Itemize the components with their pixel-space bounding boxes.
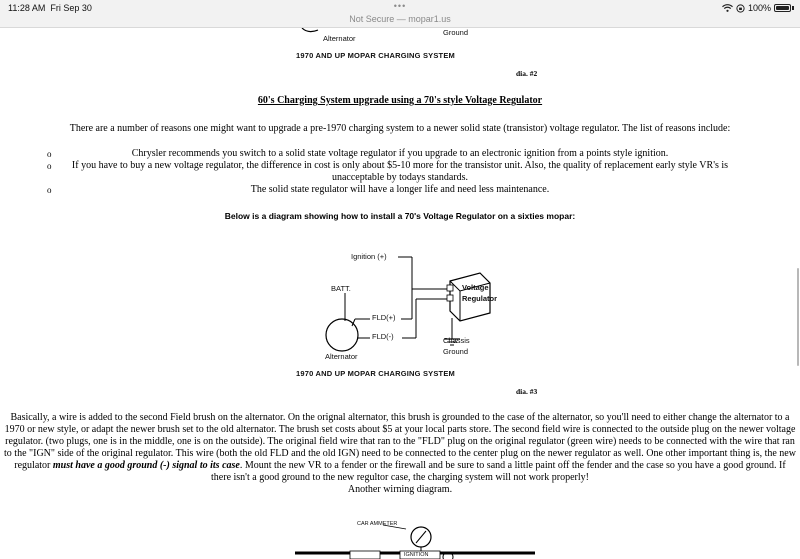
browser-top-bar — [0, 0, 800, 28]
bullet-icon: o — [47, 161, 52, 171]
explanation-text-1: Basically, a wire is added to the second Field brush on the alternator. On the orignal alternator, this brush is grounded to the case of the alternator, so you'll need to either change the alternator to a 1970 or new style, or adapt the newer brush set to the old alternator. The brush set costs about $5 at your local parts store. The second field wire is connected to the outside plug on the newer voltage regulator. (two plugs, one is in the middle, one is on the outside). The original field wire that ran to the "FLD" plug on the original regulator (green wire) needs to be connected with the wire that ran to the "IGN" side of the original regulator. This wire (both the old FLD and the old IGN) need to be connected to the center plug on the newer regulator as well. One other important thing is, the new regulator — [4, 412, 796, 471]
section-title: 60's Charging System upgrade using a 70's style Voltage Regulator — [257, 95, 543, 106]
vertical-scrollbar[interactable] — [797, 268, 799, 366]
battery-percent: 100% — [747, 3, 771, 13]
tab-menu-dots[interactable]: ••• — [393, 1, 407, 11]
web-page — [0, 28, 800, 559]
voltage-label: Voltage — [462, 283, 489, 292]
alternator-label: Alternator — [325, 352, 358, 361]
bullet-icon: o — [47, 149, 52, 159]
ground-warning: must have a good ground (-) signal to its case — [52, 460, 240, 471]
fld-minus-label: FLD(-) — [372, 332, 394, 341]
intro-paragraph: There are a number of reasons one might want to upgrade a pre-1970 charging system to a newer solid state (transistor) voltage regulator. The list of reasons include: — [69, 123, 731, 134]
wifi-icon — [722, 4, 733, 12]
main-diagram-caption: 1970 AND UP MOPAR CHARGING SYSTEM — [296, 369, 455, 378]
ignition-label: Ignition (+) — [351, 252, 387, 261]
bullet-icon: o — [47, 185, 52, 195]
wiring-diagram — [300, 243, 520, 368]
car-ammeter-label: CAR AMMETER — [357, 521, 398, 527]
reason-text: If you have to buy a new voltage regulator, the difference in cost is only about $5-10 more for the transistor unit. Also, the quality of replacement early style VR's is unacceptable by todays standards. — [71, 160, 729, 183]
alternator-symbol — [326, 319, 358, 351]
list-item — [0, 184, 800, 196]
list-item — [0, 148, 800, 160]
reason-text: Chrysler recommends you switch to a solid state voltage regulator if you upgrade to an electronic ignition from a points style ignition. — [131, 148, 669, 159]
diagram-heading: Below is a diagram showing how to install a 70's Voltage Regulator on a sixties mopar: — [224, 211, 576, 221]
reasons-list — [0, 148, 800, 196]
batt-label: BATT. — [331, 284, 351, 293]
top-diagram-number: dia. #2 — [516, 69, 538, 78]
top-alternator-label: Alternator — [323, 34, 356, 43]
reason-text: The solid state regulator will have a longer life and need less maintenance. — [250, 184, 550, 195]
top-diagram-caption: 1970 AND UP MOPAR CHARGING SYSTEM — [296, 51, 455, 60]
address-bar[interactable]: Not Secure — mopar1.us — [349, 14, 451, 24]
top-ground-label: Ground — [443, 28, 469, 37]
battery-nub — [792, 6, 794, 10]
explanation-paragraph — [4, 412, 796, 496]
bottom-ignition-label: IGNITION — [404, 552, 429, 558]
main-diagram-number: dia. #3 — [516, 387, 538, 396]
orientation-lock-icon — [736, 4, 745, 13]
fld-plus-label: FLD(+) — [372, 313, 396, 322]
explanation-text-2: . Mount the new VR to a fender or the firewall and be sure to sand a little paint off the fender and the case so you have a good ground. If there isn't a good ground to the new regultor case, the charging system will not work properly! — [211, 460, 786, 483]
ground-label: Ground — [443, 347, 469, 356]
list-item — [0, 160, 800, 184]
clock-time: 11:28 AM — [8, 3, 46, 13]
battery-icon — [774, 4, 791, 12]
clock-date: Fri Sep 30 — [50, 3, 92, 13]
another-diagram-label: Another wirning diagram. — [347, 484, 453, 495]
chassis-label: Chassis — [443, 336, 470, 345]
regulator-label: Regulator — [462, 294, 498, 303]
status-icons — [722, 3, 794, 13]
